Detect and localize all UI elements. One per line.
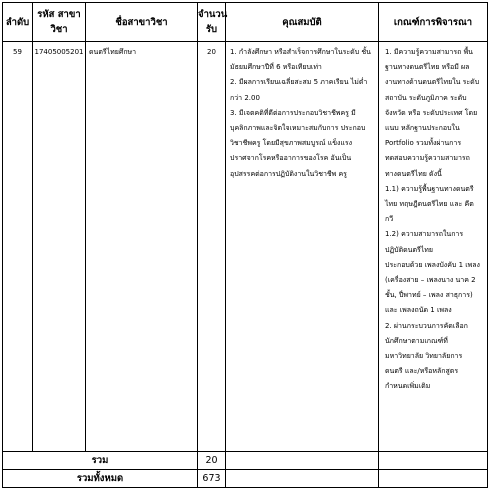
row-code: 17405005201: [33, 42, 86, 452]
subtotal-value: 20: [198, 452, 226, 470]
row-name: ดนตรีไทยศึกษา: [86, 42, 198, 452]
subtotal-label: รวม: [3, 452, 198, 470]
qualification-item: 1. กำลังศึกษา หรือสำเร็จการศึกษาในระดับ ชั้นมัธยมศึกษาปีที่ 6 หรือเทียบเท่า: [230, 48, 371, 72]
qualification-item: 2. มีผลการเรียนเฉลี่ยสะสม 5 ภาคเรียน ไม่ต่ำกว่า 2.00: [230, 78, 368, 102]
criteria-item: 2. ผ่านกระบวนการคัดเลือก นักศึกษาตามเกณฑ์ที่ มหาวิทยาลัย วิทยาลัยการ ดนตรี และ/หรือหลักสูตร กำหนดเพิ่มเติม: [385, 321, 468, 391]
header-qualifications: คุณสมบัติ: [226, 3, 379, 42]
total-empty-qual: [226, 470, 379, 488]
row-criteria: [379, 42, 488, 452]
criteria-item: 1.2) ความสามารถในการ ปฏิบัติดนตรีไทย: [385, 230, 464, 254]
subtotal-empty-crit: [379, 452, 488, 470]
admission-table: [2, 2, 488, 488]
qualification-item: 3. มีเจตคติที่ดีต่อการประกอบวิชาชีพครู มีบุคลิกภาพและจิตใจเหมาะสมกับการ ประกอบวิชาชีพครู โดยมีสุขภาพสมบูรณ์ แข็งแรง ปราศจากโรคหรืออาการของโรค อันเป็นอุปสรรคต่อการปฏิบัติงานในวิชาชีพ ครู: [230, 108, 366, 178]
total-empty-crit: [379, 470, 488, 488]
row-capacity: 20: [198, 42, 226, 452]
criteria-item: 1.1) ความรู้พื้นฐานทางดนตรี ไทย ทฤษฎีดนตรีไทย และ คีตกวี: [385, 184, 474, 224]
subtotal-empty-qual: [226, 452, 379, 470]
row-qualifications: [226, 42, 379, 452]
row-no: 59: [3, 42, 33, 452]
table-row: [3, 42, 488, 452]
criteria-item: 1. มีความรู้ความสามารถ พื้นฐานทางดนตรีไทย หรือมี ผลงานทางด้านดนตรีไทยใน ระดับสถาบัน ระดับภูมิภาค ระดับจังหวัด หรือ ระดับประเทศ โดยแนบ หลักฐานประกอบใน Portfolio รวมทั้งผ่านการ ทดสอบความรู้ความสามารถ ทางดนตรีไทย ดังนี้: [385, 48, 480, 178]
total-value: 673: [198, 470, 226, 488]
header-capacity: จำนวน รับ: [198, 3, 226, 42]
criteria-item: ประกอบด้วย เพลงบังคับ 1 เพลง (เครื่องสาย – เพลงนาง นาค 2 ชั้น, ปี่พาทย์ – เพลง สาธุการ) และ เพลงถนัด 1 เพลง: [385, 260, 480, 315]
header-name: ชื่อสาขาวิชา: [86, 3, 198, 42]
subtotal-row: [3, 452, 488, 470]
header-code: รหัส สาขาวิชา: [33, 3, 86, 42]
header-no: ลำดับ: [3, 3, 33, 42]
total-label: รวมทั้งหมด: [3, 470, 198, 488]
header-criteria: เกณฑ์การพิจารณา: [379, 3, 488, 42]
total-row: [3, 470, 488, 488]
header-row: [3, 3, 488, 42]
